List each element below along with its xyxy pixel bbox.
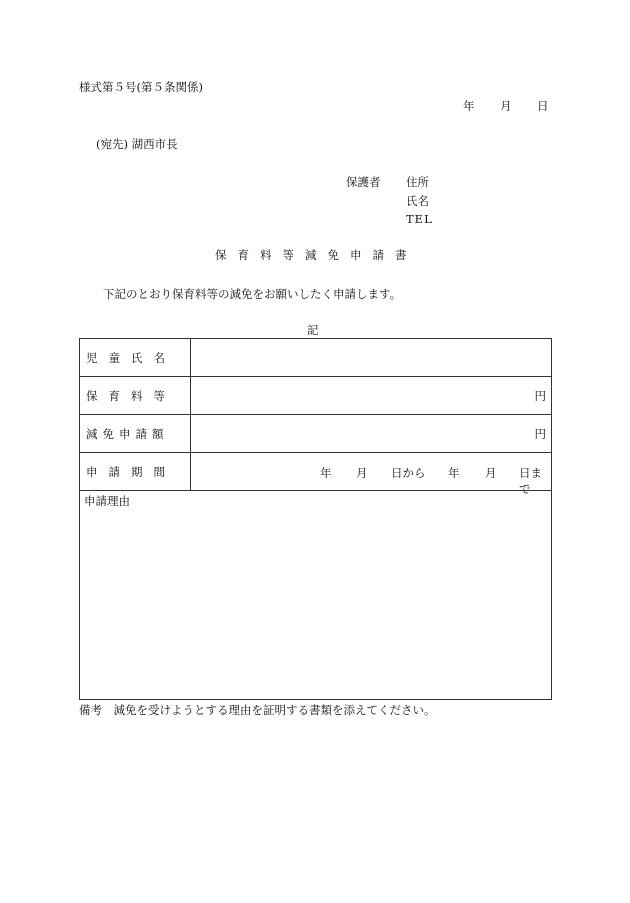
period-from-year: 年 [320,466,332,480]
row-reduction [80,415,552,453]
applicant-role: 保護者 [346,175,381,189]
document-title: 保育料等減免申請書 [215,248,418,262]
reduction-unit: 円 [534,426,546,441]
date-month: 月 [500,99,512,113]
period-label: 申請期間 [80,453,191,491]
reason-label: 申請理由 [84,494,130,508]
period-to-month: 月 [485,466,497,480]
application-table [79,338,552,700]
intro-text: 下記のとおり保育料等の減免をお願いしたく申請します。 [103,287,402,301]
period-to-day: 日まで [519,466,542,496]
fee-label: 保育料等 [80,377,191,415]
form-number: 様式第５号(第５条関係) [79,80,203,94]
name-label: 氏名 [406,194,429,208]
period-from-month: 月 [356,466,368,480]
fee-unit: 円 [534,388,546,403]
row-period [80,453,552,491]
row-fee [80,377,552,415]
child-name-label: 児童氏名 [80,339,191,377]
addressee: (宛先) 湖西市長 [96,137,178,151]
period-to-year: 年 [448,466,460,480]
ki-label: 記 [307,323,319,337]
date-year: 年 [463,99,475,113]
tel-label: TEL [406,212,433,226]
reduction-field[interactable] [191,415,552,453]
row-child-name [80,339,552,377]
date-day: 日 [537,99,549,113]
period-from-day: 日から [391,466,426,480]
note: 備考 減免を受けようとする理由を証明する書類を添えてください。 [79,703,436,717]
address-label: 住所 [406,175,429,189]
reason-field[interactable] [80,491,552,700]
reduction-label: 減免申請額 [80,415,191,453]
period-field[interactable] [191,453,552,496]
fee-field[interactable] [191,377,552,415]
child-name-field[interactable] [191,339,552,377]
row-reason [80,491,552,700]
